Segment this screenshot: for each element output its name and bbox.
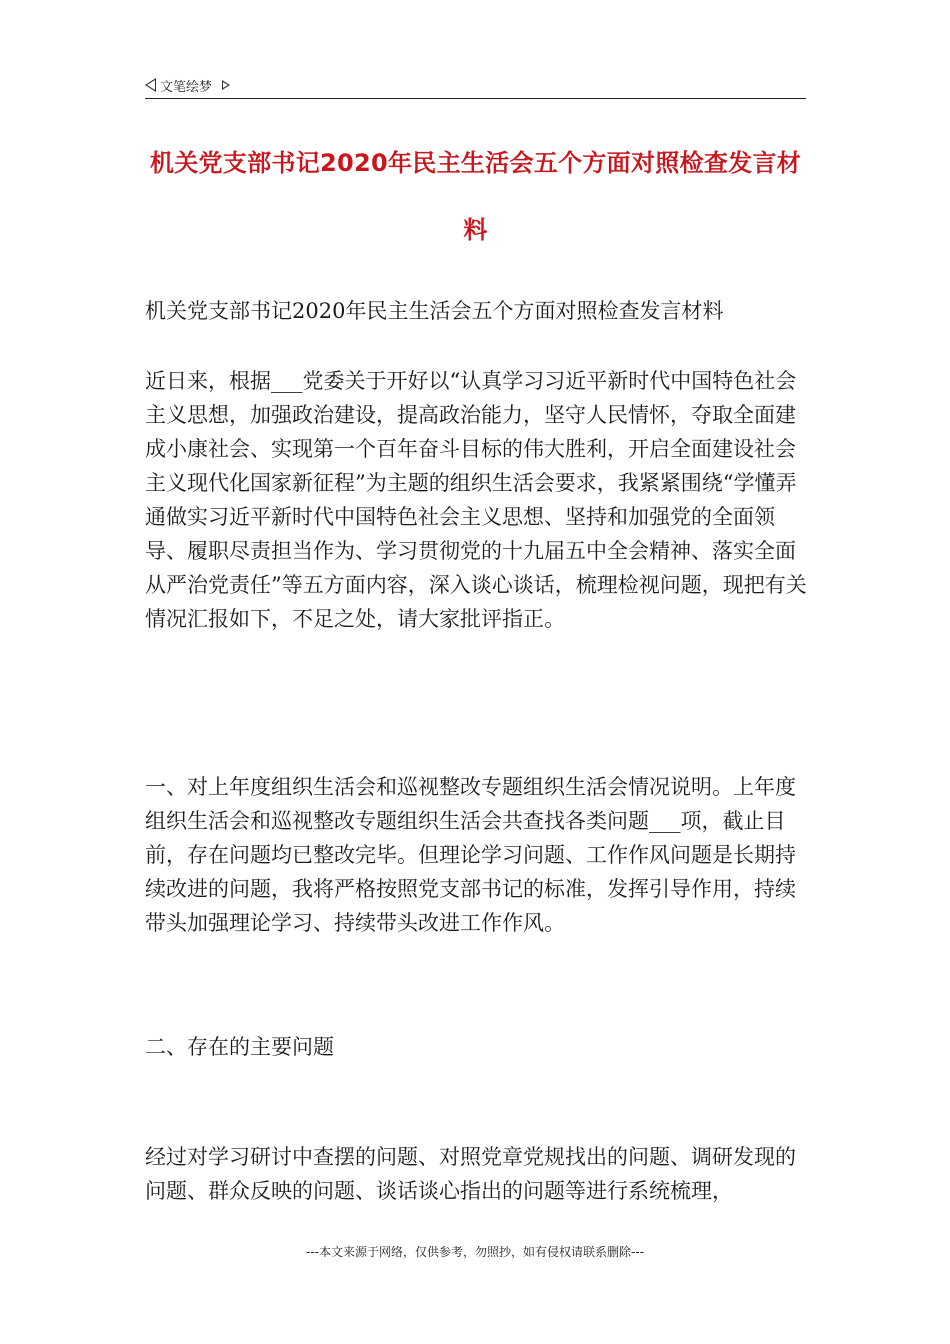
document-title: 机关党支部书记2020年民主生活会五个方面对照检查发言材料 (149, 149, 802, 244)
triangle-left-icon (145, 78, 156, 92)
triangle-right-icon (222, 80, 230, 90)
header-brand: 文笔绘梦 (160, 79, 213, 95)
paragraph-intro: 近日来，根据___党委关于开好以“认真学习习近平新时代中国特色社会主义思想，加强政治建设，提高政治能力，坚守人民情怀，夺取全面建成小康社会、实现第一个百年奋斗目标的伟大胜利，开启全面建设社会主义现代化国家新征程”为主题的组织生活会要求，我紧紧围绕“学懂弄通做实习近平新时代中国特色社会主义思想、坚持和加强党的全面领导、履职尽责担当作为、学习贯彻党的十九届五中全会精神、落实全面从严治党责任”等五方面内容，深入谈心谈话，梳理检视问题，现把有关情况汇报如下，不足之处，请大家批评指正。 (145, 369, 807, 631)
paragraph-section-2: 经过对学习研讨中查摆的问题、对照党章党规找出的问题、调研发现的问题、群众反映的问题、谈话谈心指出的问题等进行系统梳理， (145, 1145, 796, 1203)
paragraph-section-1: 一、对上年度组织生活会和巡视整改专题组织生活会情况说明。上年度组织生活会和巡视整改专题组织生活会共查找各类问题___项，截止目前，存在问题均已整改完毕。但理论学习问题、工作作风问题是长期持续改进的问题，我将严格按照党支部书记的标准，发挥引导作用，持续带头加强理论学习、持续带头改进工作作风。 (145, 775, 796, 935)
header-divider (145, 98, 806, 99)
footer-notice: ---本文来源于网络，仅供参考，勿照抄，如有侵权请联系删除--- (306, 1245, 644, 1259)
page-header (145, 74, 230, 96)
section-2-heading: 二、存在的主要问题 (145, 1035, 334, 1059)
subtitle-line: 机关党支部书记2020年民主生活会五个方面对照检查发言材料 (145, 299, 724, 323)
